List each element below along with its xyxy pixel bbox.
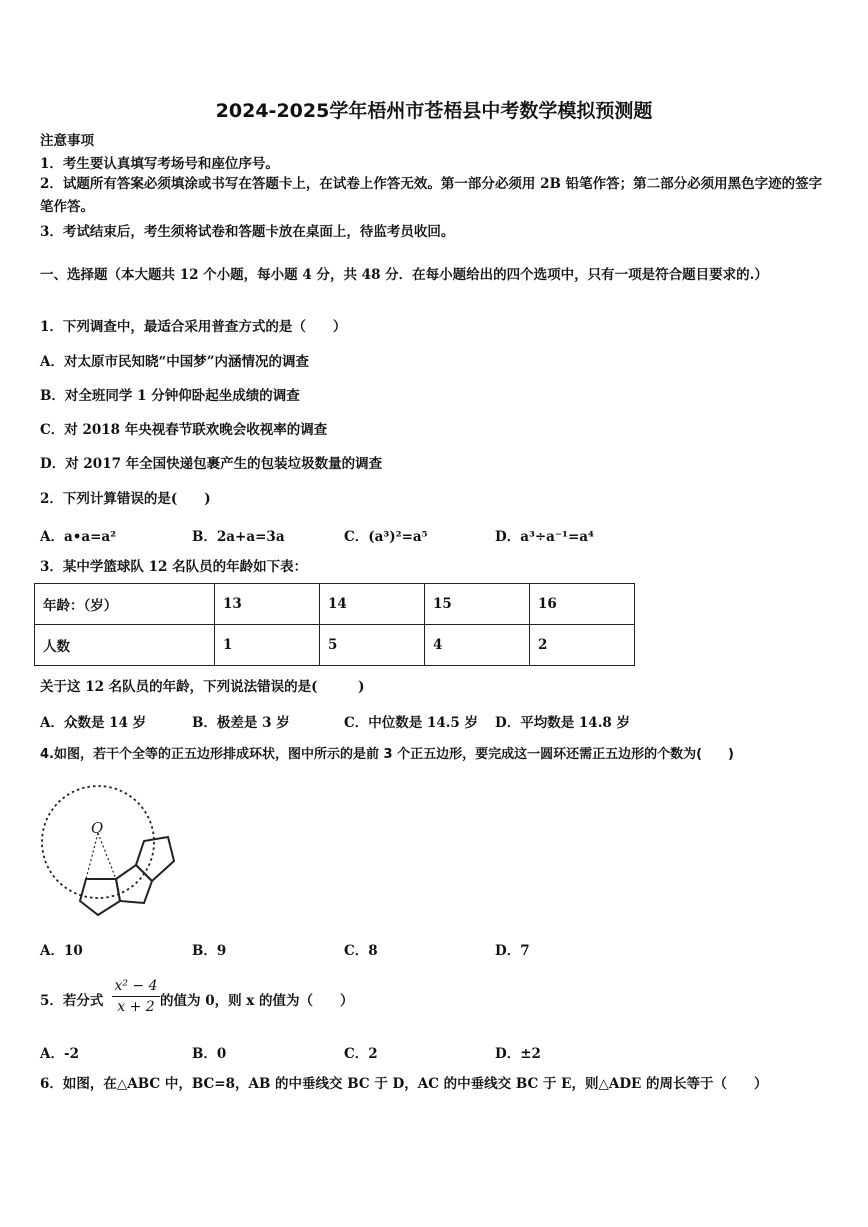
fraction-numerator: x² − 4 bbox=[112, 978, 160, 997]
q2-stem: 2．下列计算错误的是( ) bbox=[40, 491, 211, 507]
q5-option-a: A．-2 bbox=[40, 1046, 79, 1062]
q1-option-b: B．对全班同学 1 分钟仰卧起坐成绩的调查 bbox=[40, 388, 300, 404]
pentagon-3 bbox=[136, 837, 174, 881]
q4-option-c: C．8 bbox=[344, 943, 378, 959]
q3-option-b: B．极差是 3 岁 bbox=[192, 715, 290, 731]
table-cell: 年龄：（岁） bbox=[35, 584, 215, 625]
q5-stem-post: 的值为 0，则 x 的值为（ ） bbox=[160, 993, 354, 1009]
table-cell: 13 bbox=[215, 584, 320, 625]
q3-option-c: C．中位数是 14.5 岁 bbox=[344, 715, 479, 731]
q4-option-a: A．10 bbox=[40, 943, 83, 959]
q5-fraction bbox=[112, 978, 160, 1015]
q2-option-d: D．a³÷a⁻¹=a⁴ bbox=[495, 529, 594, 545]
q4-option-b: B．9 bbox=[192, 943, 227, 959]
table-cell: 16 bbox=[530, 584, 635, 625]
table-cell: 4 bbox=[425, 625, 530, 666]
q1-option-c: C．对 2018 年央视春节联欢晚会收视率的调查 bbox=[40, 422, 328, 438]
section-heading: 一、选择题（本大题共 12 个小题，每小题 4 分，共 48 分．在每小题给出的四个选项中，只有一项是符合题目要求的.） bbox=[40, 267, 768, 283]
notice-item-3: 3．考试结束后，考生须将试卷和答题卡放在桌面上，待监考员收回。 bbox=[40, 224, 455, 240]
q5-option-b: B．0 bbox=[192, 1046, 227, 1062]
q3-stem: 3．某中学篮球队 12 名队员的年龄如下表： bbox=[40, 559, 308, 575]
table-row bbox=[35, 584, 635, 625]
q1-stem: 1．下列调查中，最适合采用普查方式的是（ ） bbox=[40, 319, 347, 335]
pentagon-ring-figure bbox=[36, 775, 186, 925]
table-cell: 15 bbox=[425, 584, 530, 625]
q2-option-c: C．(a³)²=a⁵ bbox=[344, 529, 428, 545]
q5-option-c: C．2 bbox=[344, 1046, 378, 1062]
fraction-denominator: x + 2 bbox=[117, 999, 155, 1015]
notice-item-2: 2．试题所有答案必须填涂或书写在答题卡上，在试卷上作答无效。第一部分必须用 2B 铅笔作答；第二部分必须用黑色字迹的签字笔作答。 bbox=[40, 176, 823, 215]
table-cell: 2 bbox=[530, 625, 635, 666]
q3-option-d: D．平均数是 14.8 岁 bbox=[495, 715, 630, 731]
point-o-label: O bbox=[91, 819, 104, 837]
q4-stem: 4.如图，若干个全等的正五边形排成环状，图中所示的是前 3 个正五边形，要完成这一圆环还需正五边形的个数为( ) bbox=[40, 747, 734, 762]
table-cell: 5 bbox=[320, 625, 425, 666]
q5-stem-pre: 5．若分式 bbox=[40, 993, 104, 1009]
q2-option-a: A．a•a=a² bbox=[40, 529, 117, 545]
q1-option-d: D．对 2017 年全国快递包裹产生的包装垃圾数量的调查 bbox=[40, 456, 383, 472]
dotted-circle bbox=[42, 786, 154, 898]
notice-item-1: 1．考生要认真填写考场号和座位序号。 bbox=[40, 156, 279, 172]
q6-stem: 6．如图，在△ABC 中，BC=8，AB 的中垂线交 BC 于 D，AC 的中垂线交 BC 于 E，则△ADE 的周长等于（ ） bbox=[40, 1076, 768, 1092]
q3-question: 关于这 12 名队员的年龄，下列说法错误的是( ) bbox=[40, 679, 365, 695]
q1-option-a: A．对太原市民知晓“中国梦”内涵情况的调查 bbox=[40, 354, 310, 370]
age-table bbox=[34, 583, 635, 666]
exam-title: 2024-2025学年梧州市苍梧县中考数学模拟预测题 bbox=[215, 100, 653, 122]
q2-option-b: B．2a+a=3a bbox=[192, 529, 285, 545]
q5-option-d: D．±2 bbox=[495, 1046, 541, 1062]
radius-line bbox=[86, 833, 98, 879]
notice-heading: 注意事项 bbox=[40, 133, 94, 149]
q3-option-a: A．众数是 14 岁 bbox=[40, 715, 147, 731]
table-cell: 人数 bbox=[35, 625, 215, 666]
radius-line bbox=[98, 833, 116, 879]
table-cell: 1 bbox=[215, 625, 320, 666]
table-row bbox=[35, 625, 635, 666]
q4-option-d: D．7 bbox=[495, 943, 530, 959]
table-cell: 14 bbox=[320, 584, 425, 625]
